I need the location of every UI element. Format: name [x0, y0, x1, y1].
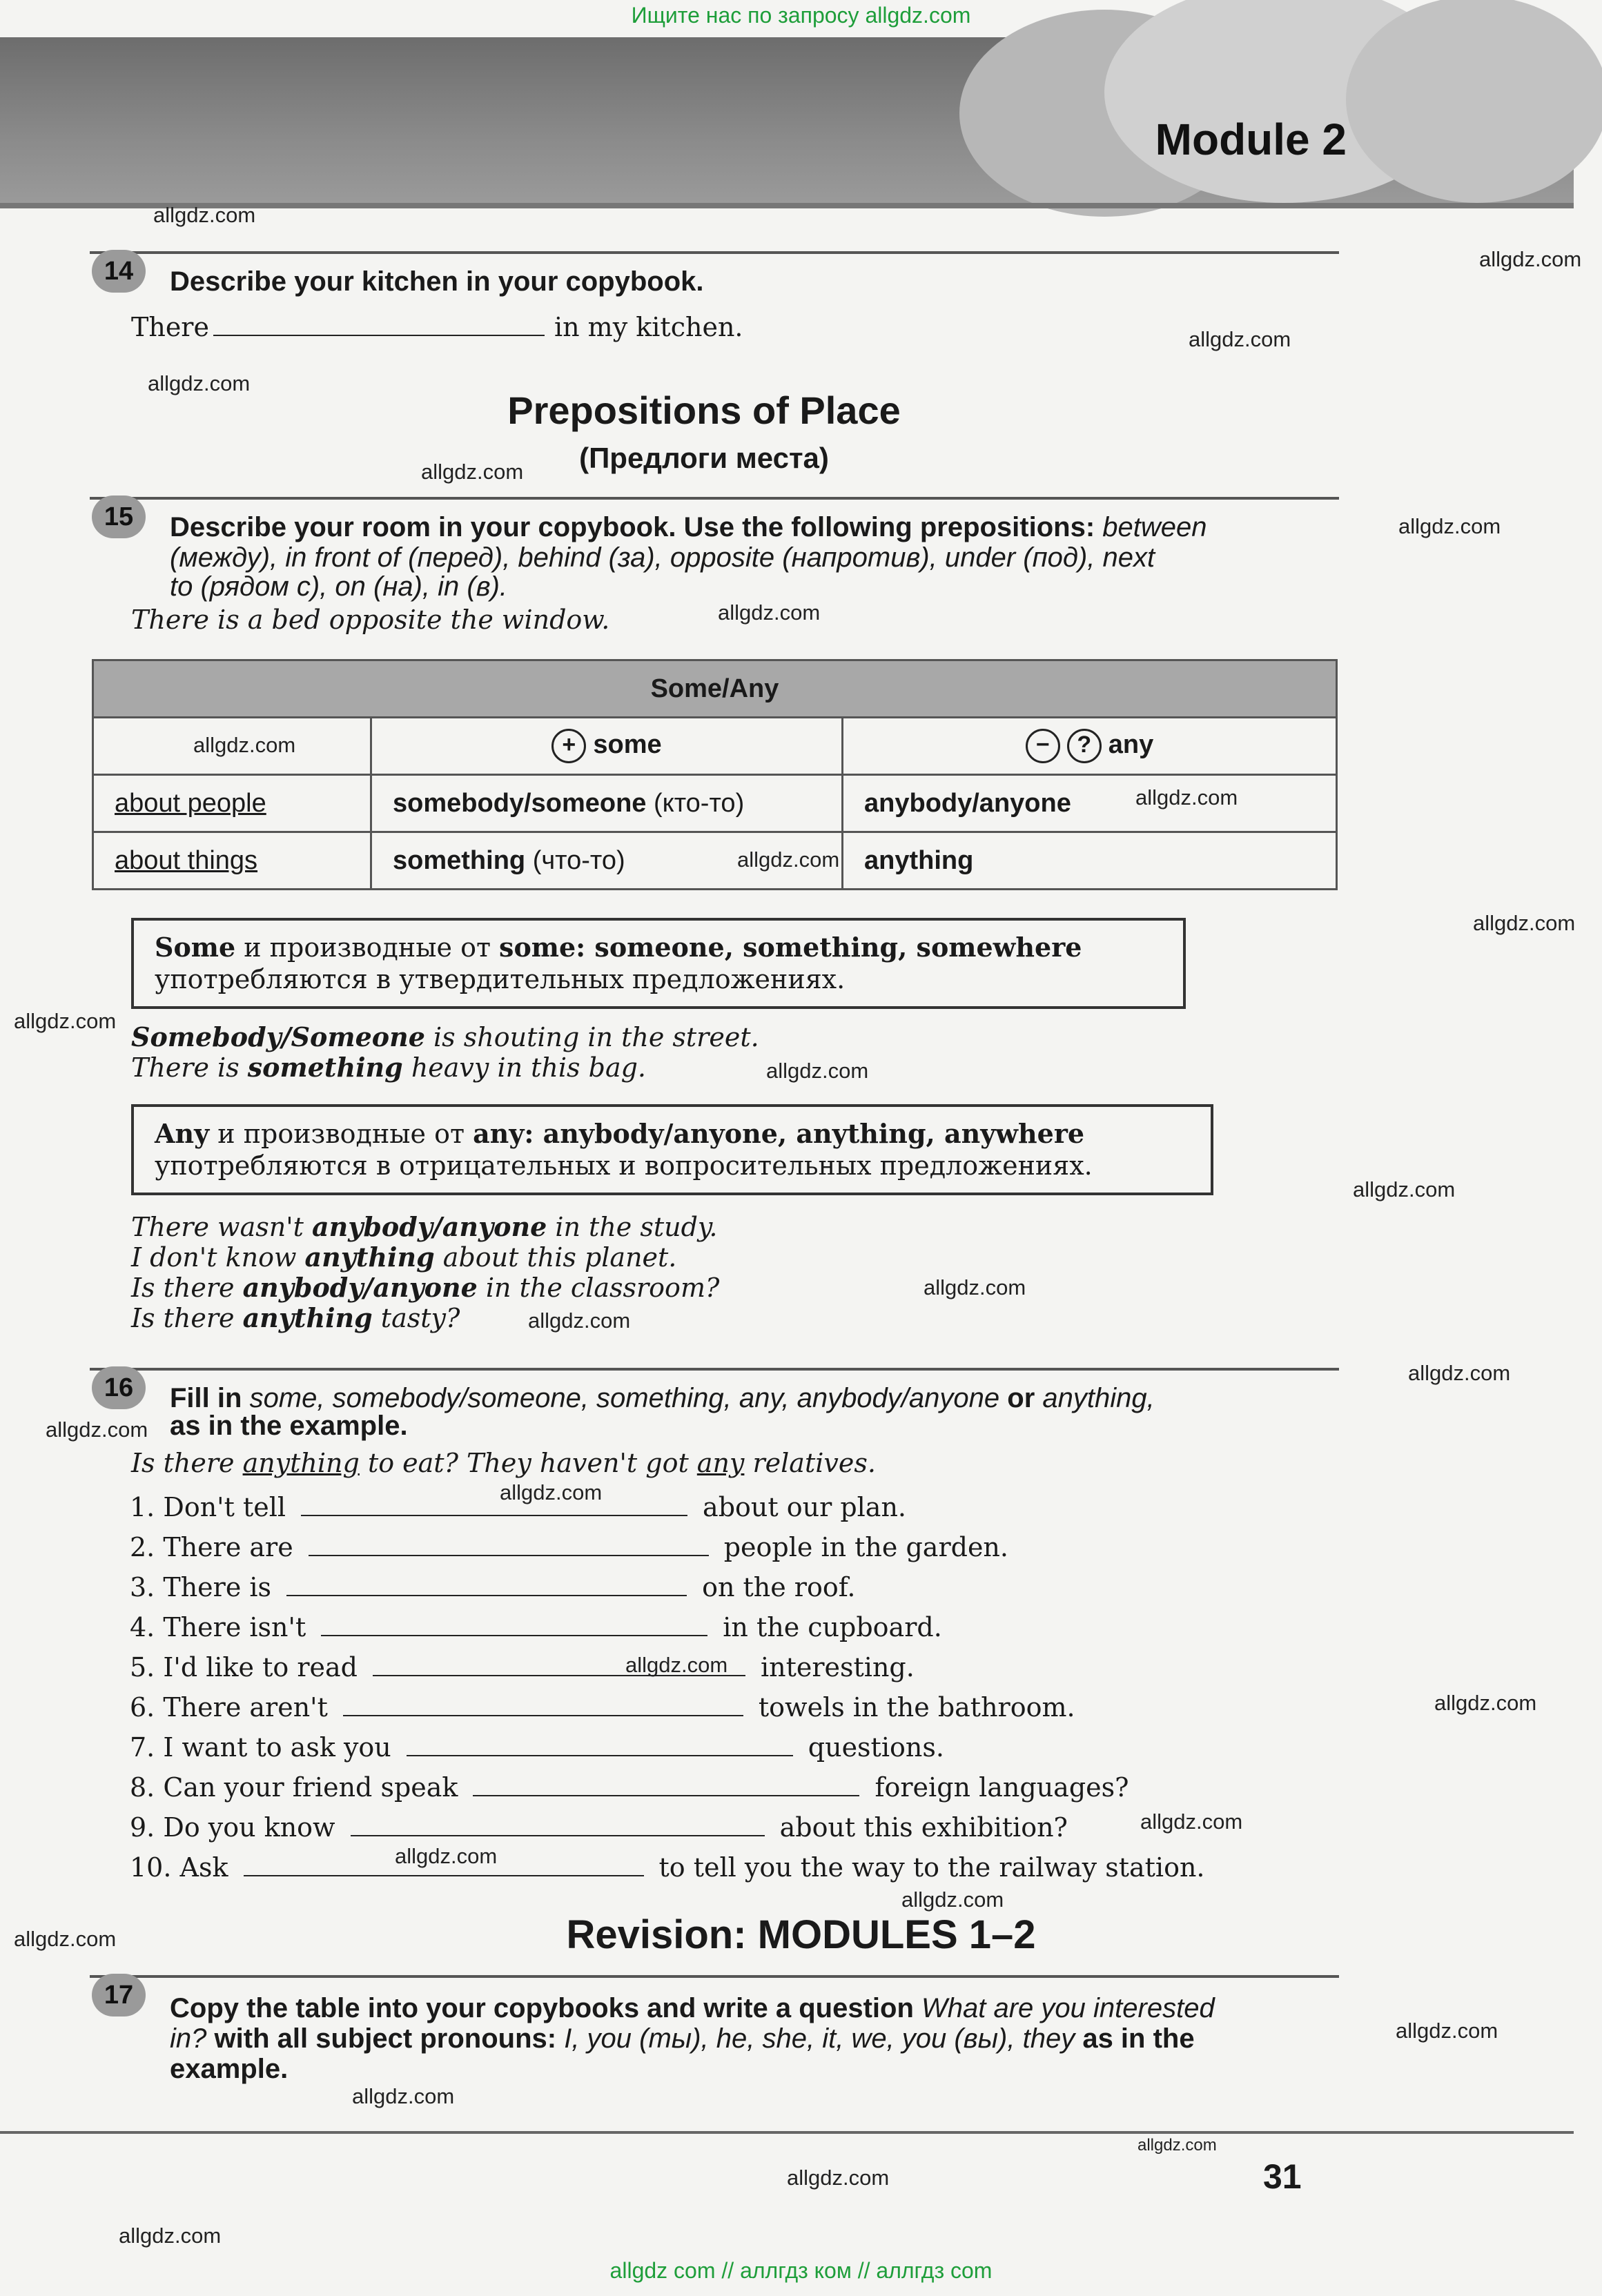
watermark: allgdz.com — [1479, 247, 1582, 271]
watermark: allgdz.com — [1396, 2019, 1498, 2043]
task-instruction: Copy the table into your copybooks and write a question What are you interested — [170, 1993, 1215, 2023]
task-number: 17 — [92, 1974, 146, 2017]
footer-divider — [0, 2131, 1574, 2134]
table-row-label: about things — [93, 832, 371, 890]
table-col-any: − ? any — [843, 718, 1337, 775]
exercise-item: 2. There are people in the garden. — [130, 1532, 1008, 1562]
task-rule — [90, 1975, 1339, 1978]
task-rule — [90, 497, 1339, 500]
task-number: 16 — [92, 1366, 146, 1409]
table-cell: somebody/someone (кто-то) — [371, 775, 843, 832]
example-sentence: Is there anything to eat? They haven't got any relatives. — [131, 1448, 876, 1478]
task-instruction: example. — [170, 2054, 289, 2084]
exercise-item: 7. I want to ask you questions. — [130, 1732, 944, 1763]
rule-box-some: Some и производные от some: someone, something, somewhere употребляются в утвердительных предложениях. — [131, 918, 1186, 1009]
table-cell: something (что-то) — [371, 832, 843, 890]
answer-blank[interactable] — [321, 1614, 707, 1636]
watermark: allgdz.com — [737, 847, 840, 872]
table-cell: anybody/anyone — [843, 775, 1337, 832]
table-col-some: + some — [371, 718, 843, 775]
watermark: allgdz.com — [1353, 1177, 1456, 1201]
watermark: allgdz.com — [766, 1059, 869, 1083]
watermark: allgdz.com — [352, 2084, 455, 2108]
watermark: allgdz.com — [421, 460, 524, 484]
watermark: allgdz.com — [395, 1844, 498, 1868]
example-sentence: Somebody/Someone is shouting in the street. — [131, 1021, 759, 1052]
answer-blank[interactable] — [473, 1774, 859, 1796]
watermark: allgdz.com — [14, 1927, 117, 1951]
task-number: 14 — [92, 250, 146, 293]
watermark: allgdz.com — [1137, 2136, 1217, 2155]
module-title: Module 2 — [1155, 115, 1347, 164]
example-sentence: Is there anything tasty? — [131, 1302, 460, 1333]
example-sentence: There is a bed opposite the window. — [131, 605, 610, 635]
table-cell: anything — [843, 832, 1337, 890]
section-subtitle: (Предлоги места) — [579, 442, 829, 474]
task-instruction: Fill in some, somebody/someone, something, any, anybody/anyone or anything, — [170, 1383, 1155, 1413]
answer-blank[interactable] — [213, 314, 545, 336]
watermark: allgdz.com — [153, 203, 256, 227]
exercise-item: 5. I'd like to read interesting. — [130, 1652, 915, 1682]
watermark: allgdz.com — [1434, 1691, 1537, 1715]
answer-blank[interactable] — [343, 1694, 743, 1716]
exercise-item: 1. Don't tell about our plan. — [130, 1492, 907, 1522]
watermark: allgdz.com — [46, 1417, 148, 1442]
answer-blank[interactable] — [351, 1814, 765, 1836]
prepositions-line: to (рядом с), on (на), in (в). — [170, 571, 508, 602]
watermark: allgdz.com — [1140, 1809, 1243, 1834]
watermark: allgdz.com — [528, 1308, 631, 1333]
watermark: allgdz.com — [1408, 1361, 1511, 1385]
task-instruction: Describe your room in your copybook. Use the following prepositions: between — [170, 512, 1207, 542]
question-circle-icon: ? — [1067, 729, 1102, 763]
answer-blank[interactable] — [286, 1574, 687, 1596]
exercise-item: 3. There is on the roof. — [130, 1572, 856, 1602]
exercise-item: 4. There isn't in the cupboard. — [130, 1612, 942, 1642]
table-empty-cell — [93, 718, 371, 775]
prepositions-line: (между), in front of (перед), behind (за), opposite (напротив), under (под), next — [170, 542, 1155, 573]
table-title: Some/Any — [93, 660, 1337, 718]
watermark: allgdz.com — [193, 733, 296, 757]
example-sentence: There is something heavy in this bag. — [131, 1052, 647, 1083]
watermark: allgdz.com — [14, 1009, 117, 1033]
watermark: allgdz.com — [1135, 785, 1238, 810]
rule-box-any: Any и производные от any: anybody/anyone, anything, anywhere употребляются в отрицательных и вопросительных предложениях. — [131, 1104, 1213, 1195]
some-any-table — [92, 659, 1338, 890]
example-sentence: Is there anybody/anyone in the classroom? — [131, 1272, 720, 1303]
section-title: Prepositions of Place — [507, 389, 901, 432]
answer-blank[interactable] — [309, 1534, 709, 1556]
table-row-label: about people — [93, 775, 371, 832]
plus-circle-icon: + — [551, 729, 586, 763]
task-number: 15 — [92, 495, 146, 538]
top-watermark: Ищите нас по запросу allgdz.com — [631, 3, 971, 28]
section-title: Revision: MODULES 1–2 — [566, 1912, 1036, 1957]
answer-blank[interactable] — [407, 1734, 793, 1756]
watermark: allgdz.com — [901, 1887, 1004, 1912]
exercise-item: 8. Can your friend speak foreign languages? — [130, 1772, 1129, 1803]
watermark: allgdz.com — [718, 600, 821, 625]
exercise-item: 9. Do you know about this exhibition? — [130, 1812, 1068, 1843]
task-instruction: Describe your kitchen in your copybook. — [170, 266, 704, 297]
exercise-item: 6. There aren't towels in the bathroom. — [130, 1692, 1075, 1723]
watermark: allgdz.com — [119, 2224, 222, 2248]
answer-blank[interactable] — [244, 1854, 644, 1876]
example-sentence: I don't know anything about this planet. — [131, 1242, 677, 1273]
task-rule — [90, 251, 1339, 254]
example-sentence: There wasn't anybody/anyone in the study. — [131, 1211, 718, 1242]
task-instruction: in? with all subject pronouns: I, you (ты), he, she, it, we, you (вы), they as in the — [170, 2023, 1195, 2054]
task-rule — [90, 1368, 1339, 1371]
task-instruction: as in the example. — [170, 1411, 408, 1441]
watermark: allgdz.com — [1189, 327, 1291, 351]
answer-blank[interactable] — [301, 1494, 687, 1516]
watermark: allgdz.com — [1473, 911, 1576, 935]
bottom-watermark: allgdz com // аллгдз ком // аллгдз com — [609, 2258, 993, 2283]
watermark: allgdz.com — [625, 1653, 728, 1677]
page-number: 31 — [1263, 2157, 1302, 2196]
watermark: allgdz.com — [924, 1275, 1026, 1299]
watermark: allgdz.com — [1398, 514, 1501, 538]
exercise-item: 10. Ask to tell you the way to the railway station. — [130, 1852, 1205, 1883]
watermark: allgdz.com — [148, 371, 251, 395]
answer-blank[interactable] — [373, 1654, 745, 1676]
task14-line: There in my kitchen. — [131, 312, 743, 342]
watermark: allgdz.com — [500, 1480, 603, 1504]
watermark: allgdz.com — [787, 2166, 890, 2190]
minus-circle-icon: − — [1026, 729, 1060, 763]
